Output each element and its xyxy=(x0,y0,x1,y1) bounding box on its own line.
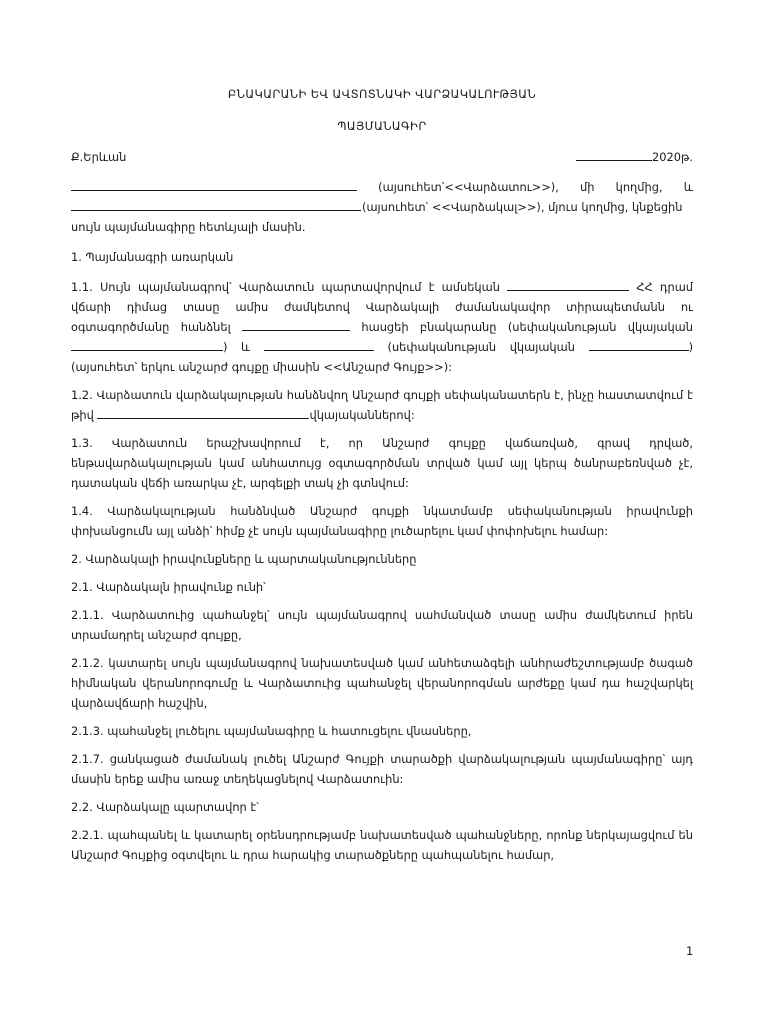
date-field xyxy=(576,147,693,167)
page-number: 1 xyxy=(686,944,694,958)
date-blank xyxy=(576,147,652,161)
tenant-label: (այսուհետ՝ <<Վարձակալ>>), մյուս կողմից, կնքեցին xyxy=(362,200,683,214)
place-date-line xyxy=(71,147,693,167)
document-body xyxy=(71,84,693,865)
clause-1-1-part-c: հասցեի բնակարանը (սեփականության վկայական xyxy=(361,320,693,334)
clause-1-2 xyxy=(71,385,693,425)
tenant-name-blank xyxy=(71,197,361,211)
monthly-amount-blank xyxy=(507,277,629,291)
clause-1-3: 1.3. Վարձատուն երաշխավորում է, որ Անշարժ գույքը վաճառված, գրավ դրված, ենթավարձակալության կամ անհատույց օգտագործման տրված կամ այլ կերպ ծանրաբեռնված չէ, դատական վեճի առարկա չէ, արգելքի տակ չի գտնվում: xyxy=(71,436,693,490)
clause-1-4: 1.4. Վարձակալության հանձնված Անշարժ գույքի նկատմամբ սեփականության իրավունքի փոխանցումն այլ անձի՝ հիմք չէ սույն պայմանագիրը լուծարելու կամ փոփոխելու համար: xyxy=(71,504,693,538)
landlord-name-blank xyxy=(71,177,357,191)
document-title-line-1: ԲՆԱԿԱՐԱՆԻ ԵՎ ԱՎՏՈՏՆԱԿԻ ՎԱՐՁԱԿԱԼՈՒԹՅԱՆ xyxy=(227,87,537,101)
address-blank xyxy=(242,317,350,331)
clause-1-2-part-a: 1.2. Վարձատուն վարձակալության հանձնվող Անշարժ գույքի սեփականատերն է, ինչը հաստատվում է թիվ xyxy=(71,388,693,422)
certificate-1-blank xyxy=(71,337,223,351)
clause-2-1-3: 2.1.3. պահանջել լուծելու պայմանագիրը և հատուցելու վնասները, xyxy=(71,724,472,738)
and-word: և xyxy=(683,180,693,194)
landlord-label: (այսուհետ՝<<Վարձատու>>), xyxy=(378,180,559,194)
parties-closing: սույն պայմանագիրը հետևյալի մասին. xyxy=(71,220,306,234)
clause-1-1-part-e: (սեփականության վկայական xyxy=(387,340,575,354)
clause-2-1-7: 2.1.7. ցանկացած ժամանակ լուծել Անշարժ Գույքի տարածքի վարձակալության պայմանագիրը՝ այդ մասին երեք ամիս առաջ տեղեկացնելով Վարձատուին: xyxy=(71,752,693,786)
vehicle-blank xyxy=(264,337,374,351)
clause-1-1-part-b: ՀՀ դրամ վճարի դիմաց տասը ամիս ժամկետով Վարձակալի ժամանակավոր տիրապետմանն ու օգտագործմանը հանձնել xyxy=(71,280,694,334)
document-title-line-2: ՊԱՅՄԱՆԱԳԻՐ xyxy=(337,119,427,133)
clause-2-2-1: 2.2.1. պահպանել և կատարել օրենսդրությամբ նախատեսված պահանջները, որոնք ներկայացվում են Անշարժ Գույքից օգտվելու և դրա հարակից տարածքները պահպանելու համար, xyxy=(71,828,693,862)
clause-1-1-part-d: ) և xyxy=(223,340,251,354)
side-one-word-b: կողմից, xyxy=(615,180,663,194)
side-one-word: մի xyxy=(580,180,595,194)
date-suffix: 2020թ. xyxy=(651,150,693,164)
parties-line-1 xyxy=(71,177,693,197)
city-label: Ք.Երևան xyxy=(71,150,127,164)
parties-line-2 xyxy=(71,197,693,217)
section-2-heading: 2. Վարձակալի իրավունքները և պարտականությունները xyxy=(71,552,417,566)
clause-2-1-2: 2.1.2. կատարել սույն պայմանագրով նախատեսված կամ անհետաձգելի անհրաժեշտությամբ ծագած հիմնական վերանորոգումը և Վարձատուից պահանջել վերանորոգման արժեքը կամ դա հաշվարկել վարձավճարի հաշվին, xyxy=(71,656,693,710)
clause-1-2-part-b: վկայականներով: xyxy=(309,408,415,422)
parties-block xyxy=(71,177,693,237)
clause-1-1-part-f: ) (այսուհետ՝ երկու անշարժ գույքը միասին <<Անշարժ Գույք>>): xyxy=(71,340,694,374)
certificate-2-blank xyxy=(589,337,689,351)
clause-2-1-heading: 2.1. Վարձակալն իրավունք ունի՝ xyxy=(71,580,266,594)
clause-1-1-part-a: 1.1. Սույն պայմանագրով՝ Վարձատուն պարտավորվում է ամսեկան xyxy=(71,280,500,294)
clause-2-1-1: 2.1.1. Վարձատուից պահանջել՝ սույն պայմանագրով սահմանված տասը ամիս ժամկետում իրեն տրամադրել անշարժ գույքը, xyxy=(71,608,693,642)
clause-1-1 xyxy=(71,277,693,377)
certificate-numbers-blank xyxy=(97,405,309,419)
section-1-heading: 1. Պայմանագրի առարկան xyxy=(71,250,234,264)
clause-2-2-heading: 2.2. Վարձակալը պարտավոր է՝ xyxy=(71,800,259,814)
